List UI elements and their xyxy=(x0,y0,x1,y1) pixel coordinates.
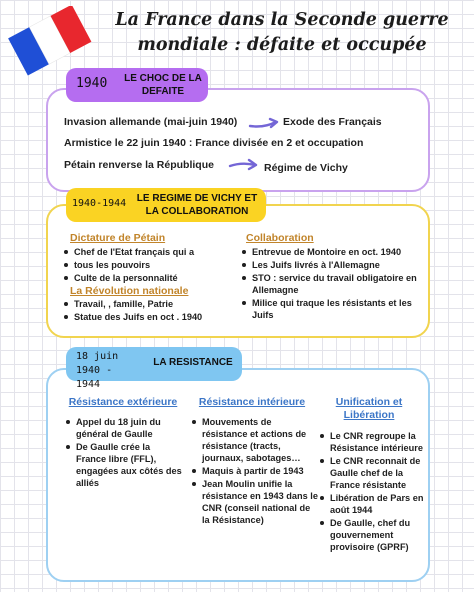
section-defaite-tag xyxy=(66,68,208,102)
exterieure-title: Résistance extérieure xyxy=(68,396,178,408)
list-item: Chef de l'Etat français qui a xyxy=(62,246,242,258)
list-item: Culte de la personnalité xyxy=(62,272,242,284)
list-item: De Gaulle crée la France libre (FFL), engagées aux côtés des alliés xyxy=(64,441,182,489)
section-defaite-date: 1940 xyxy=(76,76,108,91)
list-item: Le CNR regroupe la Résistance intérieure xyxy=(318,430,426,454)
list-item: De Gaulle, chef du gouvernement provisoire (GPRF) xyxy=(318,517,426,553)
list-item: Jean Moulin unifie la résistance en 1943 dans le CNR (conseil national de la Résistance) xyxy=(190,478,318,526)
list-item: STO : service du travail obligatoire en Allemagne xyxy=(240,272,424,296)
section-resistance-tag xyxy=(66,347,242,390)
list-item: Travail, , famille, Patrie xyxy=(62,298,242,310)
section-vichy-label: LE REGIME DE VICHY ET LA COLLABORATION xyxy=(136,193,258,217)
dictature-list xyxy=(62,246,242,285)
collaboration-title: Collaboration xyxy=(246,232,314,244)
list-item: Entrevue de Montoire en oct. 1940 xyxy=(240,246,424,258)
list-item: Le CNR reconnait de Gaulle chef de la France résistante xyxy=(318,455,426,491)
line-armistice: Armistice le 22 juin 1940 : France divisée en 2 et occupation xyxy=(64,137,364,149)
revolution-list xyxy=(62,298,242,324)
line-vichy: Régime de Vichy xyxy=(264,162,348,174)
line-exode: Exode des Français xyxy=(283,116,382,128)
interieure-list xyxy=(190,416,318,527)
arrow-right-icon xyxy=(228,158,260,172)
list-item: Mouvements de résistance et actions de résistance (tracts, journaux, sabotages… xyxy=(190,416,318,464)
list-item: Milice qui traque les résistants et les Juifs xyxy=(240,297,424,321)
line-petain: Pétain renverse la République xyxy=(64,159,214,171)
section-vichy-date: 1940-1944 xyxy=(72,198,127,209)
section-vichy-tag xyxy=(66,188,266,222)
exterieure-list xyxy=(64,416,182,490)
list-item: Appel du 18 juin du général de Gaulle xyxy=(64,416,182,440)
unification-title: Unification et Libération xyxy=(335,396,403,421)
dictature-title: Dictature de Pétain xyxy=(70,232,166,244)
revolution-title: La Révolution nationale xyxy=(70,285,189,297)
list-item: Libération de Pars en août 1944 xyxy=(318,492,426,516)
list-item: tous les pouvoirs xyxy=(62,259,242,271)
list-item: Les Juifs livrés à l'Allemagne xyxy=(240,259,424,271)
section-defaite-label: LE CHOC DE LA DEFAITE xyxy=(124,73,202,97)
section-resistance-date: 18 juin 1940 - 1944 xyxy=(76,351,119,390)
interieure-title: Résistance intérieure xyxy=(198,396,306,408)
page-title: La France dans la Seconde guerre mondiale : défaite et occupée xyxy=(115,10,449,55)
unification-list xyxy=(318,430,426,554)
list-item: Maquis à partir de 1943 xyxy=(190,465,318,477)
list-item: Statue des Juifs en oct . 1940 xyxy=(62,311,242,323)
collaboration-list xyxy=(240,246,424,322)
line-invasion: Invasion allemande (mai-juin 1940) xyxy=(64,116,238,128)
arrow-right-icon xyxy=(248,116,280,130)
french-flag-icon xyxy=(2,6,94,76)
section-resistance-label: LA RESISTANCE xyxy=(153,357,233,368)
